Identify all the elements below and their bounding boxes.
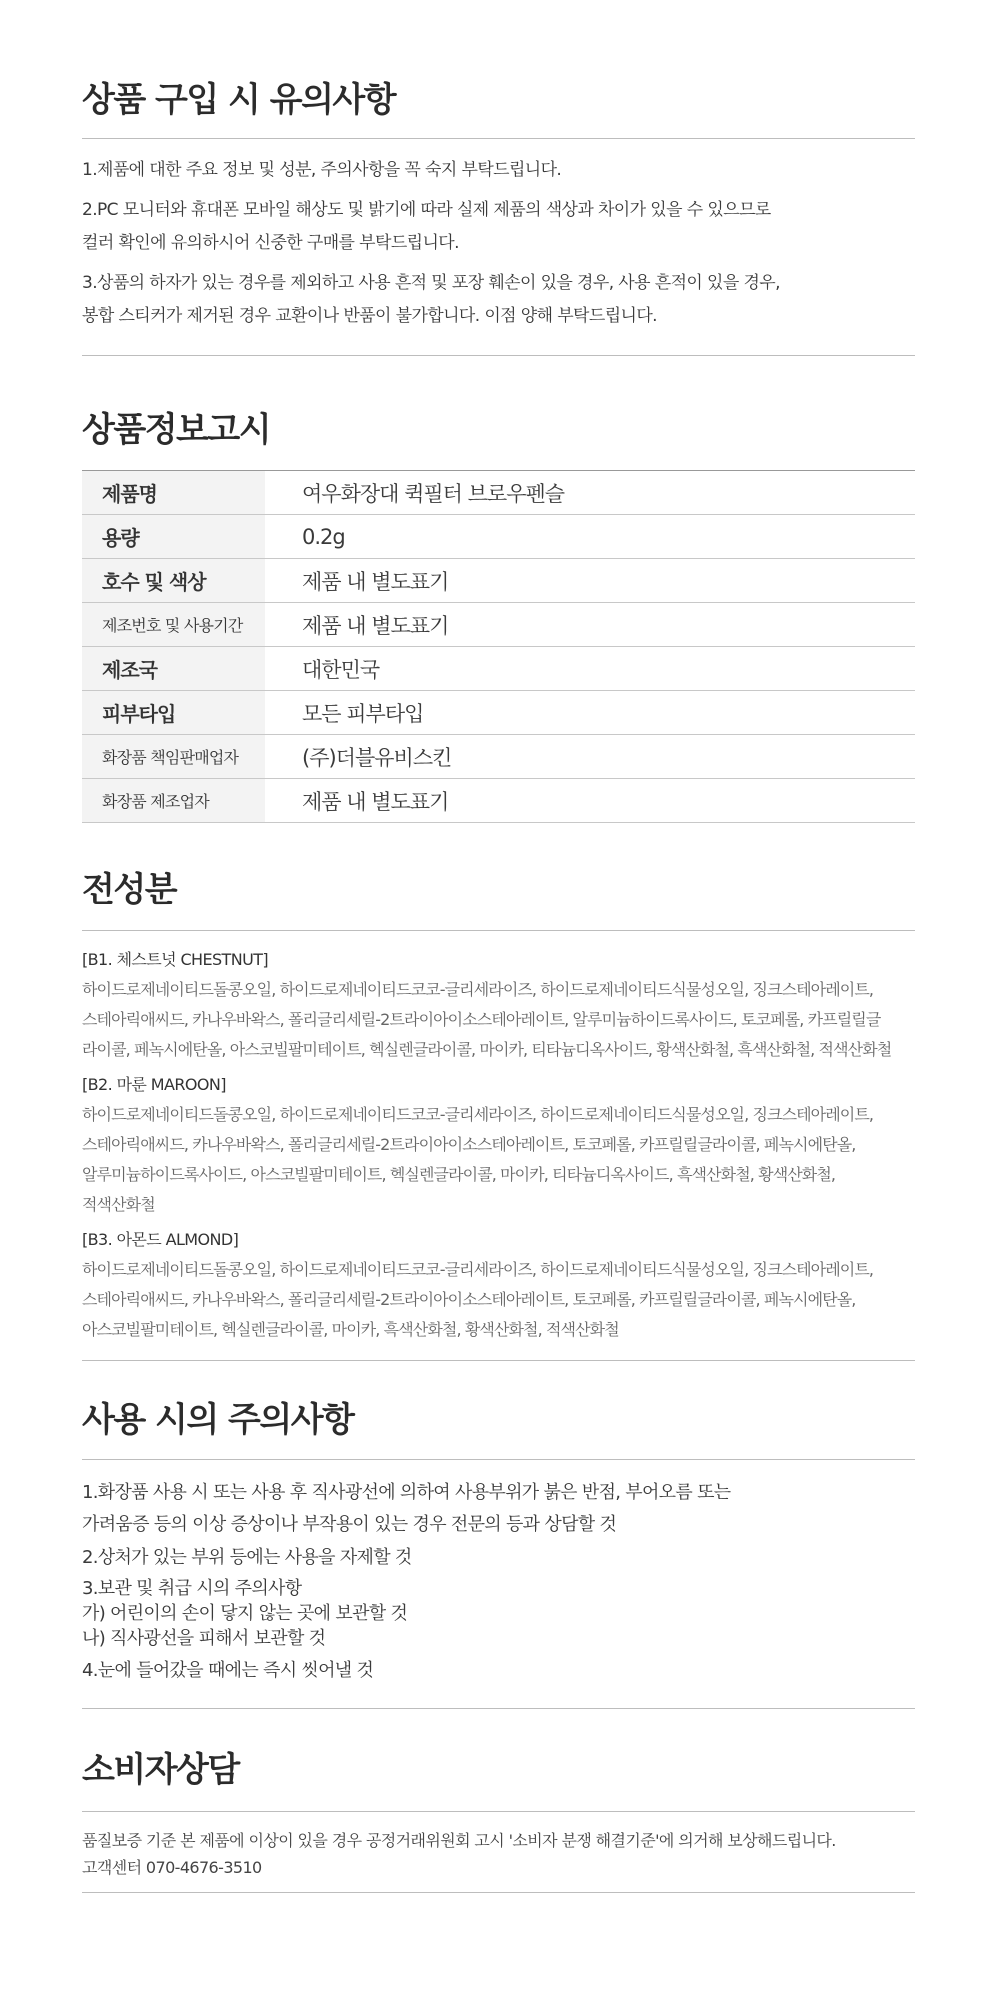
table-row: [82, 691, 915, 735]
ingredient-line: 적색산화철: [82, 1195, 155, 1214]
divider: [82, 1892, 915, 1893]
consumer-line: 품질보증 기준 본 제품에 이상이 있을 경우 공정거래위원회 고시 '소비자 분쟁 해결기준'에 의거해 보상해드립니다.: [82, 1831, 836, 1850]
divider: [82, 930, 915, 931]
table-row: [82, 647, 915, 691]
divider: [82, 1811, 915, 1812]
ingredient-line: 라이콜, 페녹시에탄올, 아스코빌팔미테이트, 헥실렌글라이콜, 마이카, 티타늄디옥사이드, 황색산화철, 흑색산화철, 적색산화철: [82, 1040, 892, 1059]
table-row: [82, 471, 915, 515]
divider: [82, 1459, 915, 1460]
info-value: (주)더블유비스킨: [265, 735, 915, 779]
divider: [82, 1708, 915, 1709]
info-label: 용량: [82, 515, 265, 559]
usage-caution-title: 사용 시의 주의사항: [82, 1400, 354, 1440]
info-label: 화장품 제조업자: [82, 779, 265, 823]
info-value: 제품 내 별도표기: [265, 559, 915, 603]
info-label: 호수 및 색상: [82, 559, 265, 603]
usage-caution-line: 3.보관 및 취급 시의 주의사항: [82, 1578, 302, 1599]
info-value: 0.2g: [265, 515, 915, 559]
table-row: [82, 559, 915, 603]
table-row: [82, 779, 915, 823]
info-label: 제조번호 및 사용기간: [82, 603, 265, 647]
info-label: 피부타입: [82, 691, 265, 735]
divider: [82, 355, 915, 356]
ingredient-line: 스테아릭애씨드, 카나우바왁스, 폴리글리세릴-2트라이아이소스테아레이트, 알루미늄하이드록사이드, 토코페롤, 카프릴릴글: [82, 1010, 881, 1029]
info-value: 여우화장대 퀵필터 브로우펜슬: [265, 471, 915, 515]
ingredient-line: 아스코빌팔미테이트, 헥실렌글라이콜, 마이카, 흑색산화철, 황색산화철, 적색산화철: [82, 1320, 619, 1339]
ingredient-line: 하이드로제네이티드돌콩오일, 하이드로제네이티드코코-글리세라이즈, 하이드로제네이티드식물성오일, 징크스테아레이트,: [82, 1260, 874, 1279]
consumer-title: 소비자상담: [82, 1750, 239, 1790]
table-row: [82, 515, 915, 559]
ingredient-line: 스테아릭애씨드, 카나우바왁스, 폴리글리세릴-2트라이아이소스테아레이트, 토코페롤, 카프릴릴글라이콜, 페녹시에탄올,: [82, 1135, 856, 1154]
customer-center-phone: 고객센터 070-4676-3510: [82, 1858, 262, 1877]
info-value: 제품 내 별도표기: [265, 603, 915, 647]
ingredient-line: 하이드로제네이티드돌콩오일, 하이드로제네이티드코코-글리세라이즈, 하이드로제네이티드식물성오일, 징크스테아레이트,: [82, 980, 874, 999]
table-row: [82, 735, 915, 779]
product-info-table: [82, 471, 915, 823]
ingredient-group-heading: [B3. 아몬드 ALMOND]: [82, 1230, 239, 1249]
purchase-notice-item: 2.PC 모니터와 휴대폰 모바일 해상도 및 밝기에 따라 실제 제품의 색상과 차이가 있을 수 있으므로: [82, 200, 771, 220]
purchase-notice-item: 봉합 스티커가 제거된 경우 교환이나 반품이 불가합니다. 이점 양해 부탁드립니다.: [82, 306, 657, 326]
ingredients-title: 전성분: [82, 870, 177, 910]
purchase-notice-item: 3.상품의 하자가 있는 경우를 제외하고 사용 흔적 및 포장 훼손이 있을 경우, 사용 흔적이 있을 경우,: [82, 273, 780, 293]
usage-caution-line: 가려움증 등의 이상 증상이나 부작용이 있는 경우 전문의 등과 상담할 것: [82, 1514, 617, 1535]
usage-caution-line: 1.화장품 사용 시 또는 사용 후 직사광선에 의하여 사용부위가 붉은 반점, 부어오름 또는: [82, 1482, 731, 1503]
divider: [82, 1360, 915, 1361]
purchase-notice-item: 컬러 확인에 유의하시어 신중한 구매를 부탁드립니다.: [82, 233, 459, 253]
table-row: [82, 603, 915, 647]
usage-caution-line: 가) 어린이의 손이 닿지 않는 곳에 보관할 것: [82, 1603, 408, 1624]
ingredient-line: 하이드로제네이티드돌콩오일, 하이드로제네이티드코코-글리세라이즈, 하이드로제네이티드식물성오일, 징크스테아레이트,: [82, 1105, 874, 1124]
usage-caution-line: 4.눈에 들어갔을 때에는 즉시 씻어낼 것: [82, 1660, 374, 1681]
info-value: 모든 피부타입: [265, 691, 915, 735]
purchase-notice-item: 1.제품에 대한 주요 정보 및 성분, 주의사항을 꼭 숙지 부탁드립니다.: [82, 160, 562, 180]
info-label: 제품명: [82, 471, 265, 515]
purchase-notice-title: 상품 구입 시 유의사항: [82, 80, 396, 120]
info-value: 제품 내 별도표기: [265, 779, 915, 823]
ingredient-line: 알루미늄하이드록사이드, 아스코빌팔미테이트, 헥실렌글라이콜, 마이카, 티타늄디옥사이드, 흑색산화철, 황색산화철,: [82, 1165, 836, 1184]
divider: [82, 138, 915, 139]
info-value: 대한민국: [265, 647, 915, 691]
ingredient-group-heading: [B1. 체스트넛 CHESTNUT]: [82, 950, 269, 969]
info-label: 화장품 책임판매업자: [82, 735, 265, 779]
usage-caution-line: 2.상처가 있는 부위 등에는 사용을 자제할 것: [82, 1547, 412, 1568]
product-info-title: 상품정보고시: [82, 410, 271, 450]
usage-caution-line: 나) 직사광선을 피해서 보관할 것: [82, 1628, 326, 1649]
info-label: 제조국: [82, 647, 265, 691]
ingredient-line: 스테아릭애씨드, 카나우바왁스, 폴리글리세릴-2트라이아이소스테아레이트, 토코페롤, 카프릴릴글라이콜, 페녹시에탄올,: [82, 1290, 856, 1309]
ingredient-group-heading: [B2. 마룬 MAROON]: [82, 1075, 226, 1094]
